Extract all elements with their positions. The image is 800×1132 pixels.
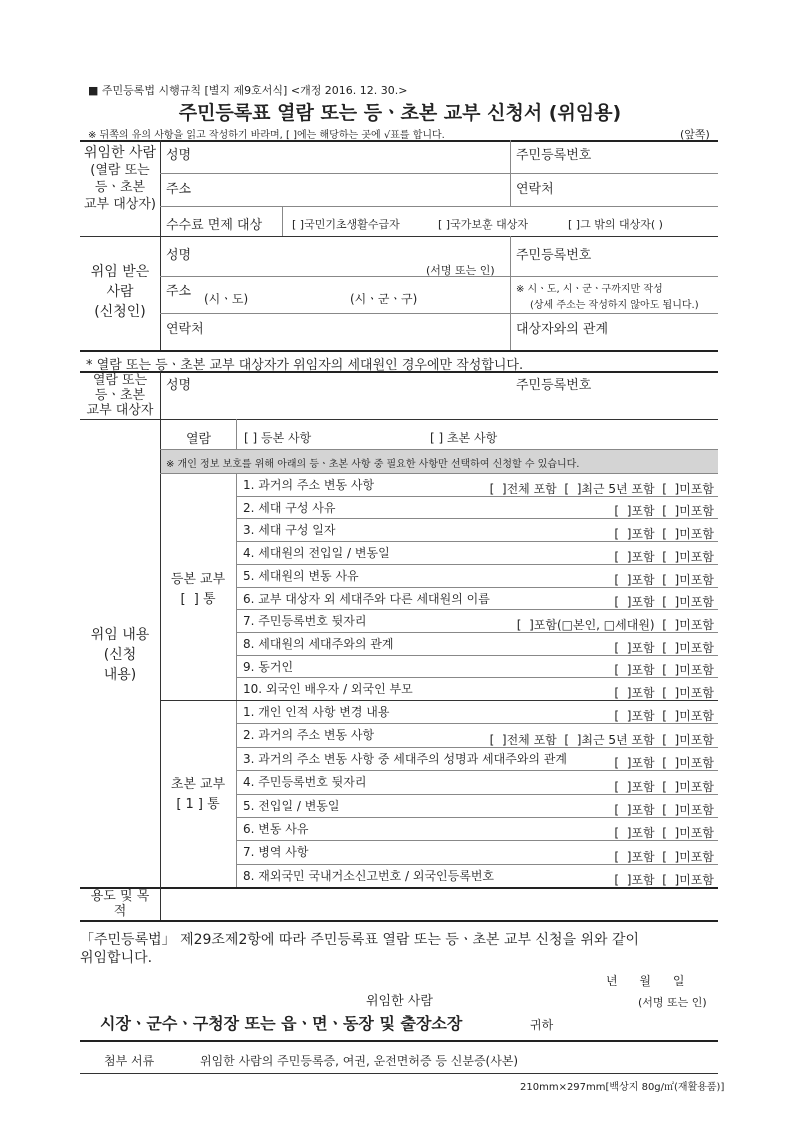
chobon-item-option[interactable]: [ ]포함 [ ]미포함 [614,779,714,794]
chobon-item-text: 7. 병역 사항 [243,845,309,860]
deungbon-item-text: 10. 외국인 배우자 / 외국인 부모 [243,682,413,697]
deungbon-item-text: 8. 세대원의 세대주와의 관계 [243,636,394,651]
chobon-item-option[interactable]: [ ]포함 [ ]미포함 [614,826,714,841]
deungbon-row-divider [236,496,718,497]
recipient: 시장ㆍ군수ㆍ구청장 또는 읍ㆍ면ㆍ동장 및 출장소장 [100,1014,463,1033]
deungbon-row-divider [236,655,718,656]
deungbon-row-divider [236,541,718,542]
delegatee-address-label: 주소 [166,284,192,299]
deungbon-item-text: 3. 세대 구성 일자 [243,523,336,538]
chobon-item-text: 4. 주민등록번호 뒷자리 [243,775,367,790]
fee-exempt-option-basic[interactable]: [ ]국민기초생활수급자 [292,218,400,231]
fee-exempt-option-veteran[interactable]: [ ]국가보훈 대상자 [438,218,528,231]
delegator-contact-label: 연락처 [516,182,554,197]
delegator-address-label: 주소 [166,182,192,197]
privacy-note: ※ 개인 정보 보호를 위해 아래의 등ㆍ초본 사항 중 필요한 사항만 선택하여 신청할 수 있습니다. [166,459,580,470]
deungbon-item-option[interactable]: [ ]포함 [ ]미포함 [614,663,714,678]
statement-line-2: 위임합니다. [80,950,153,966]
deungbon-item-text: 9. 동거인 [243,659,294,674]
chobon-row-divider [236,817,718,818]
chobon-item-text: 1. 개인 인적 사항 변경 내용 [243,705,390,719]
chobon-item-option[interactable]: [ ]포함 [ ]미포함 [614,709,714,724]
deungbon-row-divider [236,564,718,565]
delegatee-rrn-label: 주민등록번호 [516,248,592,263]
household-note: * 열람 또는 등ㆍ초본 교부 대상자가 위임자의 세대원인 경우에만 작성합니다. [86,358,524,373]
deungbon-row-divider [236,587,718,588]
chobon-row-divider [236,723,718,724]
chobon-item-text: 5. 전입일 / 변동일 [243,798,340,813]
deungbon-item-option[interactable]: [ ]포함 [ ]미포함 [614,527,714,542]
chobon-item-option[interactable]: [ ]전체 포함 [ ]최근 5년 포함 [ ]미포함 [489,732,714,747]
fee-exempt-option-other[interactable]: [ ]그 밖의 대상자( ) [568,218,663,231]
deungbon-item-option[interactable]: [ ]포함 [ ]미포함 [614,572,714,587]
chobon-item-text: 2. 과거의 주소 변동 사항 [243,728,375,743]
content-label: 위임 내용 (신청 내용) [90,627,150,683]
delegatee-sido: (시ㆍ도) [204,292,249,306]
chobon-row-divider [236,747,718,748]
statement-line-1: 「주민등록법」 제29조제2항에 따라 주민등록표 열람 또는 등ㆍ초본 교부 신청을 위와 같이 [80,932,640,948]
delegator-name-label: 성명 [166,148,192,163]
deungbon-copies-label: 등본 교부 [ ] 통 [170,572,226,607]
deungbon-item-text: 5. 세대원의 변동 사유 [243,568,359,583]
form-title: 주민등록표 열람 또는 등ㆍ초본 교부 신청서 (위임용) [178,102,622,124]
deungbon-row-divider [236,609,718,610]
delegatee-sigungu: (시ㆍ군ㆍ구) [350,292,418,306]
chobon-item-text: 6. 변동 사유 [243,822,309,836]
delegatee-relation-label: 대상자와의 관계 [516,322,609,337]
attachment-text: 위임한 사람의 주민등록증, 여권, 운전면허증 등 신분증(사본) [200,1054,519,1068]
chobon-item-option[interactable]: [ ]포함 [ ]미포함 [614,803,714,817]
law-reference: ■ 주민등록법 시행규칙 [별지 제9호서식] <개정 2016. 12. 30.> [88,84,408,97]
delegatee-contact-label: 연락처 [166,322,204,337]
view-label: 열람 [186,432,212,447]
deungbon-item-option[interactable]: [ ]전체 포함 [ ]최근 5년 포함 [ ]미포함 [489,481,714,496]
delegatee-name-label: 성명 [166,248,192,263]
chobon-item-option[interactable]: [ ]포함 [ ]미포함 [614,873,714,888]
date-line: 년 월 일 [606,974,685,988]
target-name-label: 성명 [166,378,192,393]
delegatee-label: 위임 받은 사람 (신청인) [90,264,150,320]
target-label: 열람 또는 등ㆍ초본 교부 대상자 [86,373,154,418]
chobon-item-text: 8. 재외국민 국내거소신고번호 / 외국인등록번호 [243,868,494,883]
deungbon-item-option[interactable]: [ ]포함(□본인, □세대원) [ ]미포함 [516,617,714,632]
deungbon-item-option[interactable]: [ ]포함 [ ]미포함 [614,640,714,655]
paper-spec: 210mm×297mm[백상지 80g/㎡(재활용품)] [520,1082,725,1093]
recipient-suffix: 귀하 [530,1018,554,1032]
deungbon-row-divider [236,632,718,633]
view-option-deungbon[interactable]: [ ] 등본 사항 [244,431,312,445]
delegatee-sign: (서명 또는 인) [426,264,495,277]
deungbon-item-option[interactable]: [ ]포함 [ ]미포함 [614,595,714,610]
deungbon-item-option[interactable]: [ ]포함 [ ]미포함 [614,686,714,700]
chobon-item-text: 3. 과거의 주소 변동 사항 중 세대주의 성명과 세대주와의 관계 [243,751,567,766]
chobon-item-option[interactable]: [ ]포함 [ ]미포함 [614,756,714,771]
purpose-label: 용도 및 목 적 [90,889,150,919]
deungbon-item-text: 4. 세대원의 전입일 / 변동일 [243,546,390,561]
delegator-label: 위임한 사람 (열람 또는 등ㆍ초본 교부 대상자) [83,145,157,212]
attachment-label: 첨부 서류 [104,1054,155,1068]
delegator-rrn-label: 주민등록번호 [516,148,592,163]
deungbon-item-text: 7. 주민등록번호 뒷자리 [243,614,367,629]
chobon-copies-label: 초본 교부 [ 1 ] 통 [170,777,226,812]
chobon-row-divider [236,770,718,771]
chobon-row-divider [236,794,718,795]
address-note-2: (상세 주소는 작성하지 않아도 됩니다.) [530,300,699,311]
deungbon-item-text: 2. 세대 구성 사유 [243,500,336,515]
deungbon-item-option[interactable]: [ ]포함 [ ]미포함 [614,549,714,564]
fee-exempt-label: 수수료 면제 대상 [166,218,263,233]
target-rrn-label: 주민등록번호 [516,378,592,393]
delegator-sign-label: 위임한 사람 [366,994,433,1009]
view-option-chobon[interactable]: [ ] 초본 사항 [430,431,498,445]
address-note-1: ※ 시ㆍ도, 시ㆍ군ㆍ구까지만 작성 [516,284,663,295]
chobon-row-divider [236,840,718,841]
chobon-item-option[interactable]: [ ]포함 [ ]미포함 [614,849,714,864]
deungbon-item-text: 1. 과거의 주소 변동 사항 [243,478,375,492]
deungbon-item-text: 6. 교부 대상자 외 세대주와 다른 세대원의 이름 [243,591,490,606]
form-notice: ※ 뒤쪽의 유의 사항을 읽고 작성하기 바라며, [ ]에는 해당하는 곳에 √표를 합니다. [88,130,445,141]
chobon-row-divider [236,864,718,865]
deungbon-item-option[interactable]: [ ]포함 [ ]미포함 [614,504,714,519]
page-side: (앞쪽) [680,128,710,141]
deungbon-row-divider [236,518,718,519]
deungbon-row-divider [236,677,718,678]
sign-stamp: (서명 또는 인) [638,996,707,1009]
